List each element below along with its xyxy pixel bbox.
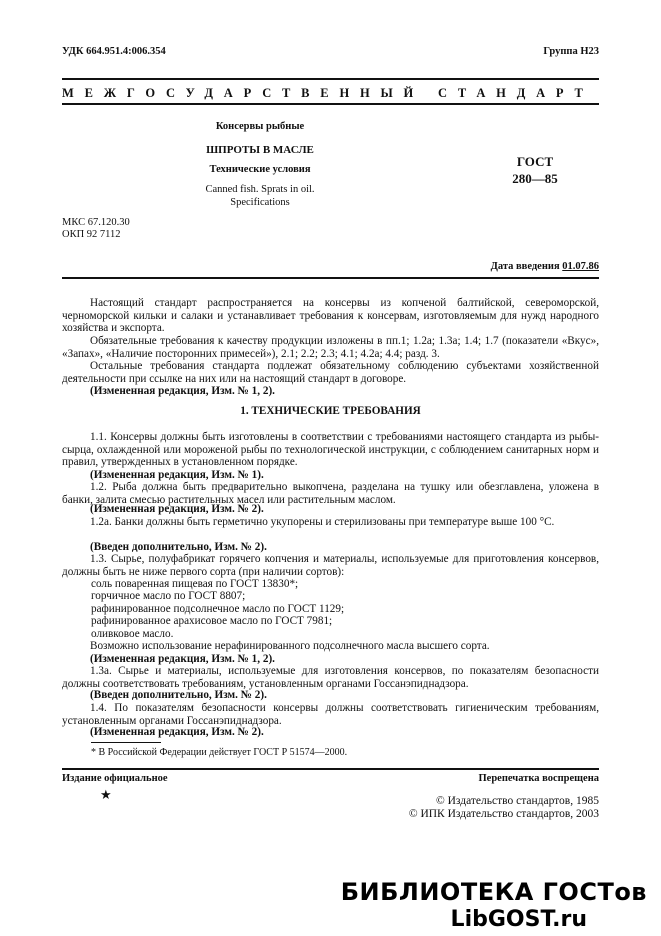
- star-icon: ★: [100, 787, 112, 802]
- banner-rule: [62, 103, 599, 105]
- intro-paragraph-1: Настоящий стандарт распространяется на консервы из копченой балтийской, североморской, черноморской кильки и салаки и устанавливает требования к консервам, изготовляемым для нужд народного хозяйства и экспорта.: [62, 297, 599, 335]
- clause-1-2a-note: (Введен дополнительно, Изм. № 2).: [90, 541, 267, 553]
- standard-banner: МЕЖГОСУДАРСТВЕННЫЙ СТАНДАРТ: [62, 86, 594, 100]
- mks-code: МКС 67.120.30: [62, 217, 130, 228]
- list-item: рафинированное подсолнечное масло по ГОСТ 1129;: [91, 603, 345, 615]
- english-title-2: Specifications: [230, 197, 290, 208]
- list-item: соль поваренная пищевая по ГОСТ 13830*;: [91, 578, 299, 590]
- clause-1-3-note: (Измененная редакция, Изм. № 1, 2).: [90, 653, 275, 665]
- gost-label: ГОСТ: [516, 154, 554, 169]
- doc-category: Консервы рыбные: [215, 121, 305, 132]
- top-rule: [62, 78, 599, 80]
- doc-title: ШПРОТЫ В МАСЛЕ: [206, 144, 314, 156]
- intro-date: [491, 261, 599, 272]
- doc-subtitle: Технические условия: [209, 164, 311, 175]
- list-item: горчичное масло по ГОСТ 8807;: [91, 590, 246, 602]
- footer-rule: [62, 768, 599, 770]
- clause-1-3a-note: (Введен дополнительно, Изм. № 2).: [90, 689, 267, 701]
- intro-date-value: 01.07.86: [562, 261, 599, 272]
- intro-paragraph-2: Обязательные требования к качеству продукции изложены в пп.1; 1.2а; 1.3а; 1.4; 1.7 (показатели «Вкус», «Запах», «Наличие посторонних примесей»), 2.1; 2.2; 2.3; 4.1; 4.2а; 4.4; разд. 3.: [62, 335, 599, 360]
- date-rule: [62, 277, 599, 279]
- clause-1-2: 1.2. Рыба должна быть предварительно выкопчена, разделана на тушку или обезглавлена, уложена в банки, залита смесью растительных масел или растительным маслом.: [62, 481, 599, 506]
- official-edition: Издание официальное: [62, 773, 168, 784]
- clause-1-4: 1.4. По показателям безопасности консервы должны соответствовать гигиеническим требованиям, установленным органами Госсанэпиднадзора.: [62, 702, 599, 727]
- watermark-site: LibGOST.ru: [450, 907, 587, 932]
- group-code: Группа Н23: [543, 46, 599, 57]
- footnote-rule: [91, 742, 161, 743]
- udk-code: УДК 664.951.4:006.354: [62, 46, 166, 57]
- intro-date-label: Дата введения: [490, 261, 560, 272]
- footnote: * В Российской Федерации действует ГОСТ Р 51574—2000.: [91, 747, 348, 758]
- intro-paragraph-3: Остальные требования стандарта подлежат обязательному соблюдению субъектами хозяйственной деятельности при ссылке на них или на настоящий стандарт в договоре.: [62, 360, 599, 385]
- clause-1-2-note: (Измененная редакция, Изм. № 2).: [90, 503, 264, 515]
- list-item: оливковое масло.: [91, 628, 174, 640]
- clause-1-1: 1.1. Консервы должны быть изготовлены в соответствии с требованиями настоящего стандарта из рыбы-сырца, охлажденной или мороженой рыбы по технологической инструкции, с соблюдением санитарных норм и правил, утвержденных в установленном порядке.: [62, 431, 599, 469]
- clause-1-1-note: (Измененная редакция, Изм. № 1).: [90, 469, 264, 481]
- clause-1-3: 1.3. Сырье, полуфабрикат горячего копчения и материалы, используемые для приготовления консервов, должны быть не ниже первого сорта (при наличии сортов):: [62, 553, 599, 578]
- copyright-1985: © Издательство стандартов, 1985: [435, 795, 599, 807]
- intro-amendment-note: (Измененная редакция, Изм. № 1, 2).: [90, 385, 275, 397]
- okp-code: ОКП 92 7112: [62, 229, 121, 240]
- section-heading: 1. ТЕХНИЧЕСКИЕ ТРЕБОВАНИЯ: [240, 405, 421, 417]
- clause-1-4-note: (Измененная редакция, Изм. № 2).: [90, 726, 264, 738]
- english-title-1: Canned fish. Sprats in oil.: [205, 184, 315, 195]
- gost-number: 280—85: [512, 171, 558, 186]
- list-item: рафинированное арахисовое масло по ГОСТ 7981;: [91, 615, 333, 627]
- reprint-prohibited: Перепечатка воспрещена: [478, 773, 599, 784]
- clause-1-3a: 1.3а. Сырье и материалы, используемые для изготовления консервов, по показателям безопасности должны соответствовать требованиям, установленным органами Госсанэпиднадзора.: [62, 665, 599, 690]
- watermark-library: БИБЛИОТЕКА ГОСТов: [340, 878, 647, 906]
- clause-1-3-extra: Возможно использование нерафинированного подсолнечного масла высшего сорта.: [90, 640, 490, 652]
- copyright-2003: © ИПК Издательство стандартов, 2003: [408, 808, 599, 820]
- clause-1-2a: 1.2а. Банки должны быть герметично укупорены и стерилизованы при температуре выше 100 °С.: [90, 516, 555, 528]
